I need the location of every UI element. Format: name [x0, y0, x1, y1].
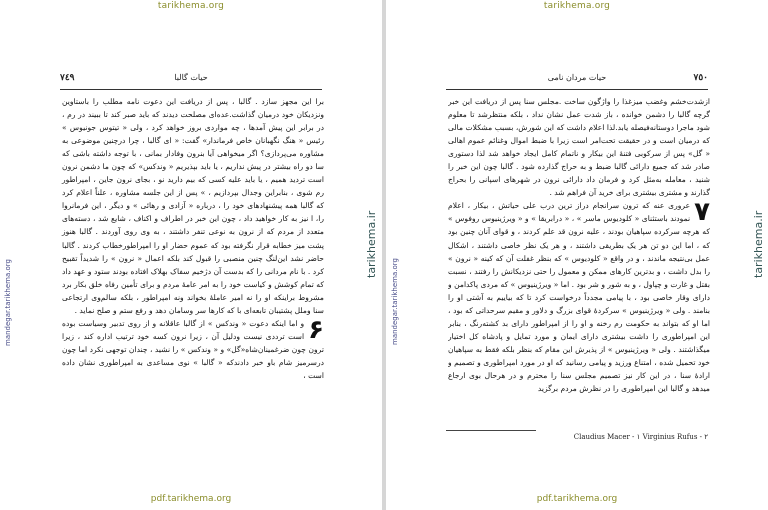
paragraph: ازشدت‌خشم وغضب میزغذا را واژگون ساخت .مجلس سنا پس از دریافت این خبر گرچه گالبا را دشمن خوانده ، باز شدت عمل نشان نداد ، بلکه منتظرشد تا معلوم شود ماجرا دوستانه‌فیصله یابد.لذا اعلام داشت که این شورش، بسبب مشکلات مالی که درمیان است و در حقیقت تحت‌امر است زیرا با ضبط اموال وغنائم عموم اهالی « گل» پس از سرکوبی فتنهٔ این بیکار و ناتمام کامل ایجاد خواهد شد لذا دستوری صادر شد که جمیع دارائی گالبا ضبط و به حراج گذارده شود . گالبا چون این خبر را شنید ، معامله به‌مثل کرد و فرمان داد دارائی نرون در شهرهای اسپانی را بحراج گذارند و مشتری بیشتری برای خرید آن فراهم شد . [448, 97, 710, 198]
right-page [386, 0, 768, 510]
page-header [60, 73, 322, 85]
side-watermark: mandegar.tarikhema.org [4, 259, 12, 346]
body-text [62, 95, 324, 382]
footnote-rule [446, 430, 536, 431]
page-header [446, 73, 708, 85]
footnote: Claudius Macer - ١ Virginius Rufus - ٢ [573, 433, 708, 441]
bottom-watermark: pdf.tarikhema.org [536, 494, 618, 504]
paragraph-text: و اما اینکه دعوت « وندکس » از گالبا عاقلانه و از روی تدبیر وسیاست بوده است ترددی نیست ودلیل آن ، زیرا نرون کسه خود ترتیب اداره کند ، زیرا ترون چون ضرغمینان‌شاه‌«گل» و « وندکس » را نشید ، چندان توجهی نکرد اما چون درسرمیز شام باو خبر دادند‌که « گالبا » نوی مساعدی به امپراطوری نشان داده است ، [62, 318, 324, 380]
header-rule [60, 89, 322, 90]
top-watermark: tarikhema.org [157, 1, 225, 11]
paragraph: برا این مجهز سازد . گالبا ، پس از دریافت این دعوت نامه مطلب را باستاوین ونزدیکان خود درمیان گذاشت.عده‌ای مصلحت دیدند که باید صبر کند تا ببیند در رم ، در برابر این پیش آمدها ، چه مواردی بروز خواهد کرد ، ولی « تیتوس جونیوس » رئیس « هنگ نگهبانان خاص فرماندار» گفت: « ای گالبا ، چرا درچنین موضوعی به مشاوره می‌پردازی؟ اگر میخواهی آیا بنرون وفادار بمانی ، با توجه داشته باشی که سا دو راه بیشتر در پیش نداریم ، یا باید بپذیریم « وندکس» که چون ما دشمن نرون است تردید همیم ، یا باید علیه کسی که بیم دارید نو ، بجای نرون جاین ، امپراطور رم شوی ، بنابراین وجدال بپردازیم ، » پس از این جلسه مشاوره ، علناً اعلام کرد که گالبا همه پیشنهادهای خود را ، درباره « آزادی و رهائی » و دیگر ، این فرمانروا را، ا نیز به کار خواهید داد ، چون این خبر در اطراف و اکناف ، شایع شد ، دسته‌های متعدد از مردم که از نرون به نوعی تنفر داشتند ، به وی روی آوردند . گالبا هنوز پشت میز خطابه قرار نگرفته بود که عموم حضار او را امپراطورخطاب کردند . گالبا حاضر نشد این‌لنگ چنین منصبی را قبول کند بلکه اعمال « نرون » را شدیداً تقبیح کرد . با نام مردانی را که بدست آن دژخیم سفاک بهلاک افتاده بودند ستود و عهد داد که تمام کوشش و کیاست خود را به امر عامهٔ مردم و برای تأمین رفاه خلق بکار برد مشروط براینکه او را نه امیر عاملهٔ بخواند ونه امپراطور ، بلکه سالم‌وی ارتجاعی سنا وملل پشتیبان تابعه‌ای با که کارها سر وسامان دهد و رفع ستم و صلح نماید . [62, 97, 324, 315]
running-title: حیات گالبا [174, 73, 208, 82]
page-number: ٧٥٠ [693, 73, 708, 83]
bottom-watermark: pdf.tarikhema.org [150, 494, 232, 504]
left-page [0, 0, 382, 510]
side-watermark-large: tarikhema.ir [365, 210, 378, 278]
running-title: حیات مردان نامی [547, 73, 607, 82]
section-number: ۷ [694, 197, 710, 228]
page-number: ٧٤٩ [60, 73, 75, 83]
side-watermark: mandegar.tarikhema.org [391, 258, 399, 345]
top-watermark: tarikhema.org [543, 1, 611, 11]
paragraph [448, 199, 710, 395]
paragraph-text: عروری عنه که ترون سرانجام دراز ترین درب علی حیاتش ، بیکار ، اعلام نمودند باستثنای « کلودیوس ماسر » ، « درابریقا » و « ویرژینیوس روفوس » که هرچه سرکرده سپاهیان بودند ، علیه نرون قد علم کردند ، و قوای آنان چنین بود که ، اما این دو تن هر یک بطریقی داشتند ، و هر یک نظر خاصی داشتند ، اشکال عمل بی‌نتیجه ماندند ، و در واقع « کلودیوس » که بنظر غفلت آن که کینه « نرون » را بدل داشت ، و بدترین کارهای ممکن و معمول را حتی نزدیکانش را رفتند ، نسبت بقتل و غارت و چپاول ، و به شور و شر بود . اما « ویرژینیوس » که مردی پاکدامن و دارای وقار خاصی بود ، با پیامی مجدداً درخواست کرد تا که بیاییم به آشتی او را بنامند . ولی « ویرژینیوس » سرکردهٔ قوای بزرگ و دلاور و مقیم سرحداتی که بود ، اما او که بتواند به حکومت رم رخنه و او را از امپراطور دارای بد کشته‌رنگ ، بنابر این امپراطوری را داشت بیشتری دارای ایمان و مورد تمایل و پادشاه کل اختیار میگذاشتند . ولی « ویرژینیوس » از پذیرش این مقام که بنظر بلکه فقط به سپاهیان خود تحمیل شده ، امتناع ورزید و پیامی رسانید که او در مورد امپراطوری و تصمیم و ارادهٔ سنا ، در این کار نیز تصمیم مجلس سنا را محترم و در هرحال بوی ارجاع میدهد و گالبا این امپراطوری را در نظرش مردم برگزید [448, 201, 710, 394]
section-number: ۶ [308, 314, 324, 345]
header-rule [446, 89, 708, 90]
side-watermark-large: tarikhema.ir [752, 210, 765, 278]
paragraph [62, 314, 324, 382]
body-text [448, 95, 710, 425]
